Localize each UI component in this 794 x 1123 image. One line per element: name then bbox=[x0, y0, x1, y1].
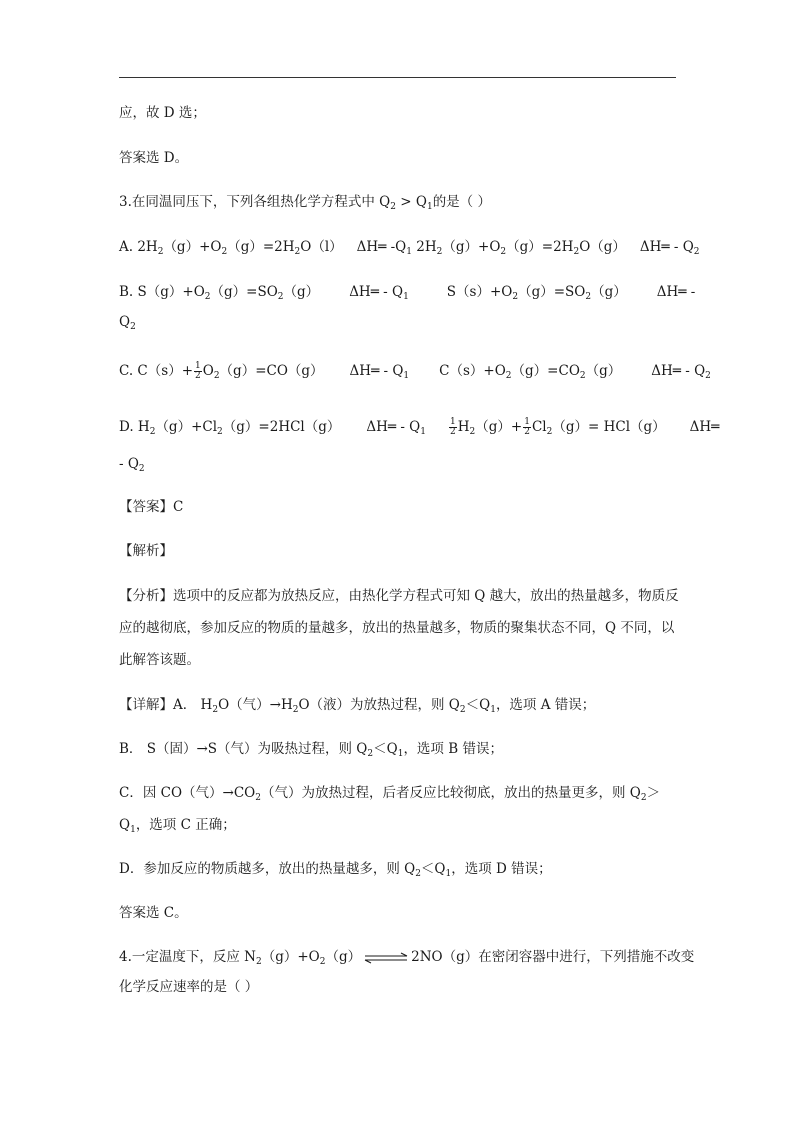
text-line: 应，故 D 选； bbox=[119, 105, 206, 121]
option-a: A. $2H_2(g)+O_2(g)=2H_2O(l)$ ΔH═ $-Q_1$ $2H_2(g)+O_2(g)=2H_2O(g)$ ΔH═ - $Q_2$ bbox=[119, 239, 700, 257]
fraction-half: $\frac{1}{2}$ bbox=[524, 417, 530, 437]
question-4-stem-cont: 化学反应速率的是（ ） bbox=[119, 979, 259, 995]
option-b: B. $S(g)+O_2(g)=SO_2(g)$ ΔH═ - $Q_1$ $S(s)+O_2(g)=SO_2(g)$ ΔH═ - bbox=[119, 284, 696, 302]
detail-c: C．因 CO（气）$\to CO_2$（气）为放热过程，后者反应比较彻底，放出的热量更多，则 $Q_2>$ bbox=[119, 785, 661, 803]
answer: 【答案】C bbox=[119, 499, 184, 515]
option-b-cont: $Q_2$ bbox=[119, 314, 136, 332]
fraction-half: $\frac{1}{2}$ bbox=[195, 361, 201, 381]
option-d: D. $H_2(g)+Cl_2(g)=2HCl(g)$ ΔH═ - $Q_1$ $\frac{1}{2}$ $H_2(g)+$ $\frac{1}{2}$ $Cl_2(g)= HCl(g)$ ΔH═ bbox=[119, 417, 720, 437]
option-c: C. C（s）+ $\frac{1}{2}$ $O_2(g)=CO(g)$ ΔH═ - $Q_1$ $C(s)+O_2(g)=CO_2(g)$ ΔH═ - $Q_2$ bbox=[119, 361, 711, 381]
analysis-paragraph: 【分析】选项中的反应都为放热反应，由热化学方程式可知 Q 越大，放出的热量越多，物质反应的越彻底，参加反应的物质的量越多，放出的热量越多，物质的聚集状态不同，Q 不同，以此解答该题。 bbox=[119, 588, 679, 668]
detail-d: D．参加反应的物质越多，放出的热量越多，则 $Q_2<Q_1$，选项 D 错误； bbox=[119, 861, 552, 879]
detail-c-cont: $Q_1$，选项 C 正确； bbox=[119, 817, 236, 835]
question-4-stem: 4.一定温度下，反应 $N_2(g)+O_2(g)$ 2NO（g）在密闭容器中进行，下列措施不改变 bbox=[119, 949, 695, 967]
detail-a: 【详解】A． $H_2O$（气）$\to H_2O$（液）为放热过程，则 $Q_2<Q_1$，选项 A 错误； bbox=[119, 697, 596, 715]
text-line: 答案选 D。 bbox=[119, 150, 189, 166]
final-answer: 答案选 C。 bbox=[119, 905, 188, 921]
reversible-arrow-icon bbox=[363, 952, 409, 964]
fraction-half: $\frac{1}{2}$ bbox=[450, 417, 456, 437]
option-d-cont: - $Q_2$ bbox=[119, 456, 145, 474]
analysis-heading: 【解析】 bbox=[119, 543, 173, 559]
question-3-stem: 3.在同温同压下，下列各组热化学方程式中 $Q_2 > Q_1$的是（ ） bbox=[119, 194, 491, 212]
header-rule bbox=[119, 77, 676, 78]
detail-b: B． S（固）→S（气）为吸热过程，则 $Q_2<Q_1$，选项 B 错误； bbox=[119, 741, 503, 759]
